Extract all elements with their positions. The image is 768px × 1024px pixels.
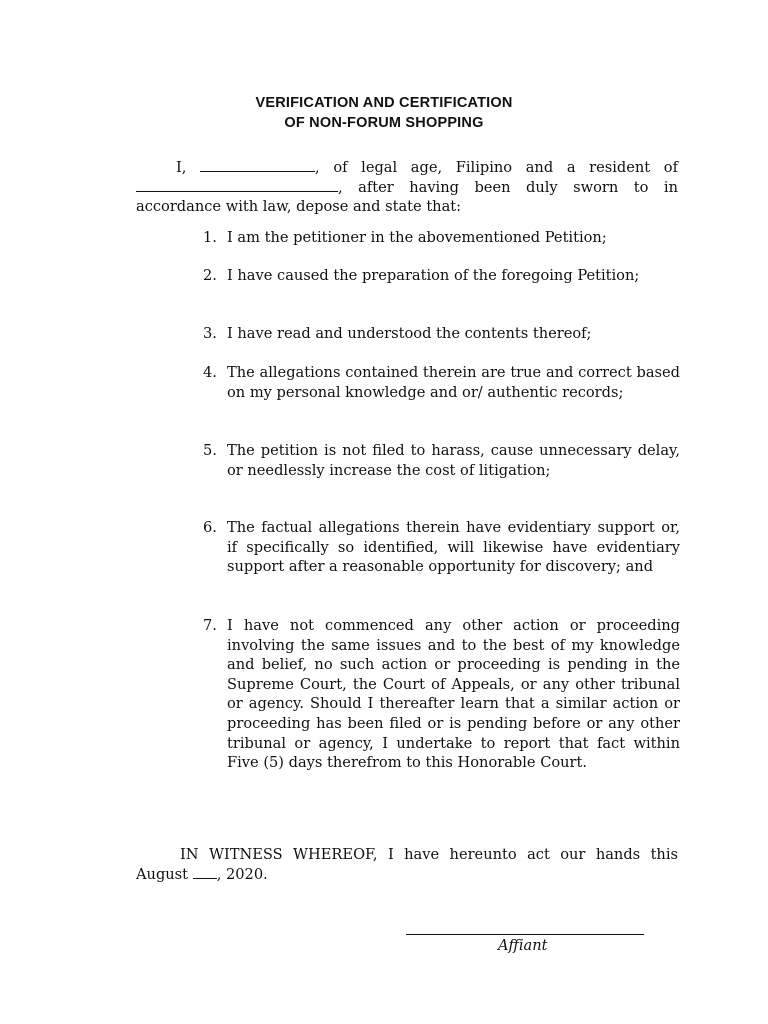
list-item-number: 3. xyxy=(203,325,217,342)
witness-part-2: , 2020. xyxy=(216,865,268,883)
list-item-number: 4. xyxy=(203,364,217,381)
list-item-text: I am the petitioner in the abovementioned Petition; xyxy=(227,229,607,246)
witness-paragraph xyxy=(136,845,678,884)
list-item-text: The factual allegations therein have evidentiary support or, if specifically so identified, will likewise have evidentiary support after a reasonable opportunity for discovery; and xyxy=(227,519,680,576)
list-item-number: 2. xyxy=(203,267,217,284)
signature-line xyxy=(406,934,644,935)
list-item-text: I have read and understood the contents thereof; xyxy=(227,325,592,342)
list-item-text: I have not commenced any other action or proceeding involving the same issues and to the best of my knowledge and belief, no such action or proceeding is pending in the Supreme Court, the Court of Appeals, or any other tribunal or agency. Should I thereafter learn that a similar action or proceeding has been filed or is pending before or any other tribunal or agency, I undertake to report that fact within Five (5) days therefrom to this Honorable Court. xyxy=(227,617,680,772)
list-item-text: I have caused the preparation of the foregoing Petition; xyxy=(227,267,640,284)
affiant-label: Affiant xyxy=(498,937,548,954)
date-blank xyxy=(193,865,217,879)
title-line-1: VERIFICATION AND CERTIFICATION xyxy=(255,95,513,111)
list-item-number: 5. xyxy=(203,442,217,459)
title-line-2: OF NON-FORUM SHOPPING xyxy=(284,115,484,131)
list-item-text: The allegations contained therein are true and correct based on my personal knowledge and or/ authentic records; xyxy=(227,364,680,401)
witness-part-1: IN WITNESS WHEREOF, I have hereunto act our hands this August xyxy=(136,846,678,883)
list-item-number: 6. xyxy=(203,519,217,536)
list-item-number: 1. xyxy=(203,229,217,246)
list-item-text: The petition is not filed to harass, cause unnecessary delay, or needlessly increase the cost of litigation; xyxy=(227,442,680,479)
intro-part-3: , after having been duly sworn to in accordance with law, depose and state that: xyxy=(136,178,678,216)
list-item-number: 7. xyxy=(203,617,217,634)
intro-part-1: I, xyxy=(176,159,201,176)
intro-part-2: , of legal age, Filipino and a resident of xyxy=(315,159,678,176)
